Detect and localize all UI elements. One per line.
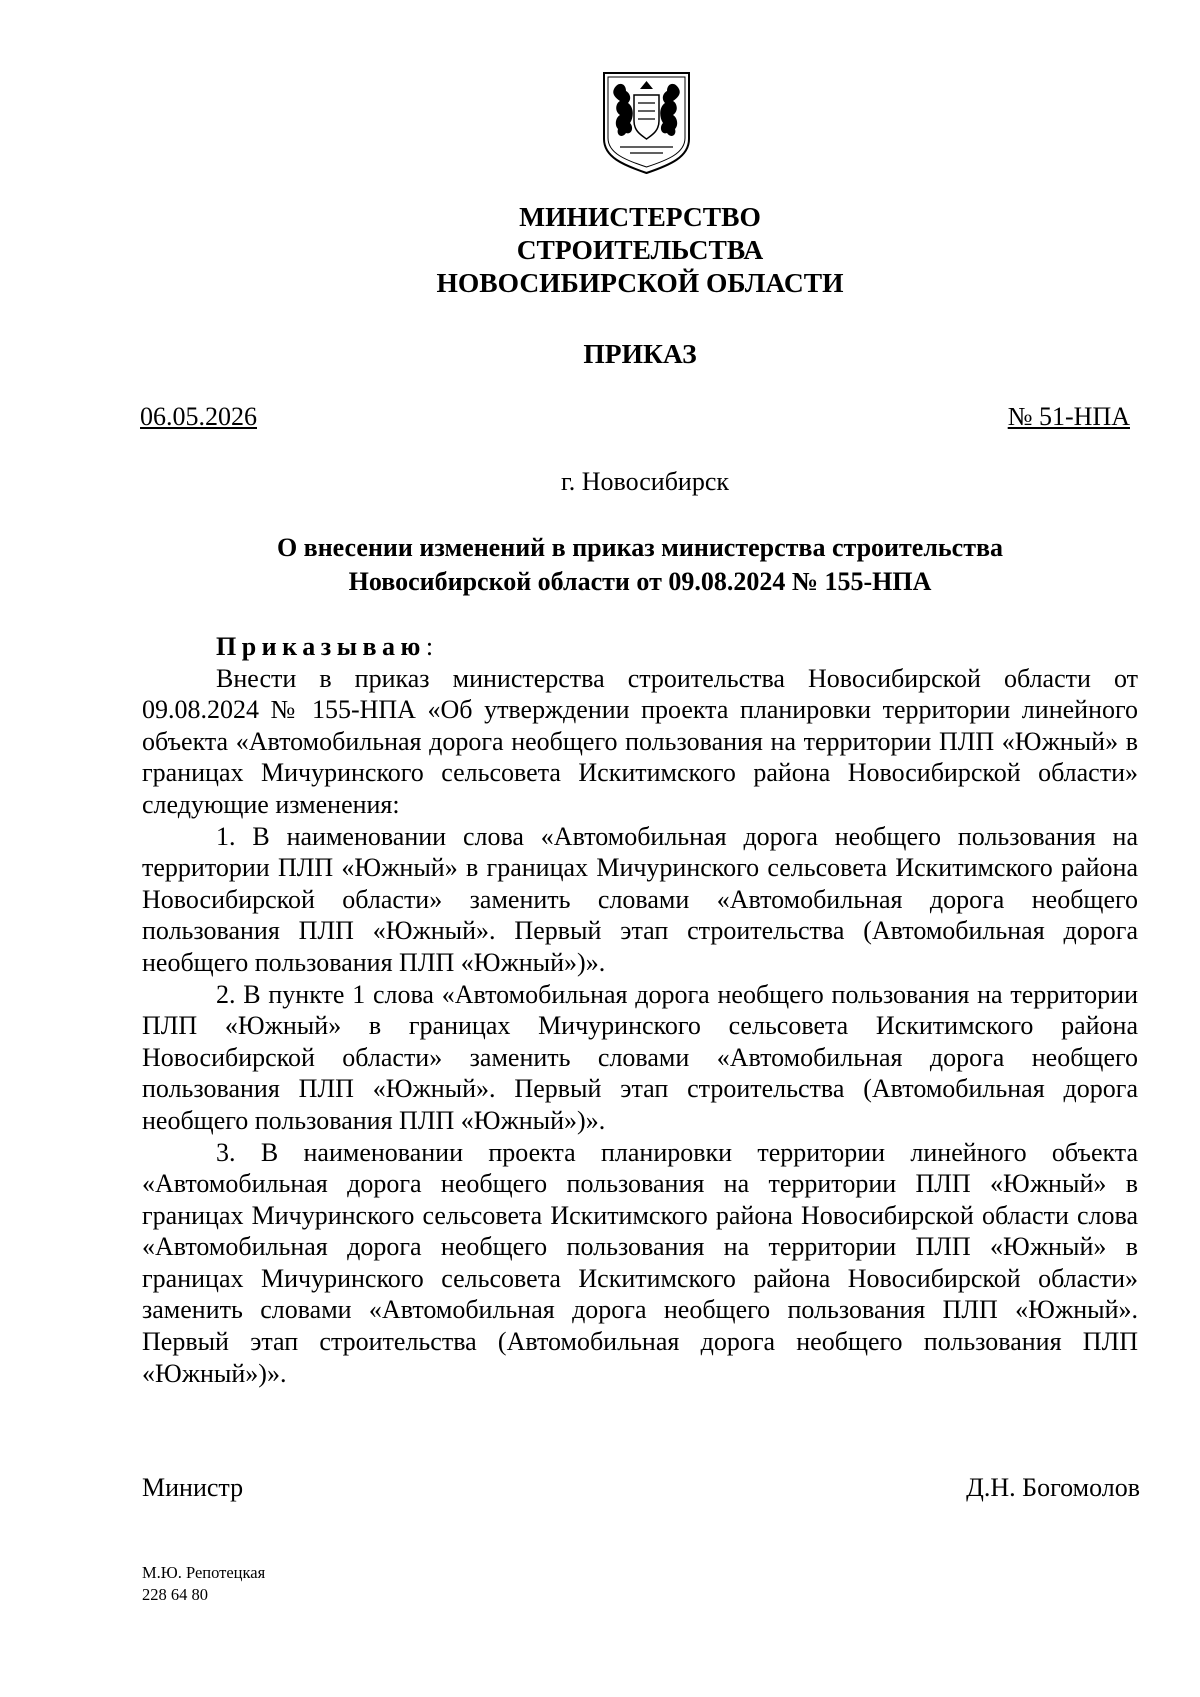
document-type: ПРИКАЗ: [583, 338, 697, 369]
order-word: Приказываю: [216, 632, 426, 661]
amendment-item-3: 3. В наименовании проекта планировки территории линейного объекта «Автомобильная дорога необщего пользования на территории ПЛП «Южный» в границах Мичуринского сельсовета Искитимского района Новосибирской области слова «Автомобильная дорога необщего пользования на территории ПЛП «Южный» в границах Мичуринского сельсовета Искитимского района Новосибирской области» заменить словами «Автомобильная дорога необщего пользования ПЛП «Южный». Первый этап строительства (Автомобильная дорога необщего пользования ПЛП «Южный»)».: [142, 1137, 1138, 1388]
coat-of-arms-icon: [600, 69, 693, 177]
executor-phone: 228 64 80: [142, 1585, 208, 1604]
ministry-heading: [0, 200, 1200, 299]
order-date: 06.05.2026: [140, 402, 257, 431]
ministry-line-3: НОВОСИБИРСКОЙ ОБЛАСТИ: [436, 267, 844, 298]
subject-line-2: Новосибирской области от 09.08.2024 № 155-НПА: [348, 567, 932, 596]
executor-info: [142, 1562, 265, 1606]
order-clause: [142, 631, 1138, 663]
city: г. Новосибирск: [560, 467, 730, 496]
ministry-line-2: СТРОИТЕЛЬСТВА: [516, 234, 764, 265]
signatory-name: Д.Н. Богомолов: [966, 1473, 1140, 1502]
order-colon: :: [425, 632, 434, 661]
signatory-title: Министр: [142, 1473, 244, 1502]
amendment-item-2: 2. В пункте 1 слова «Автомобильная дорога необщего пользования на территории ПЛП «Южный» в границах Мичуринского сельсовета Искитимского района Новосибирской области» заменить словами «Автомобильная дорога необщего пользования ПЛП «Южный». Первый этап строительства (Автомобильная дорога необщего пользования ПЛП «Южный»)».: [142, 979, 1138, 1135]
amendment-item-1: 1. В наименовании слова «Автомобильная дорога необщего пользования на территории ПЛП «Южный» в границах Мичуринского сельсовета Искитимского района Новосибирской области» заменить словами «Автомобильная дорога необщего пользования ПЛП «Южный». Первый этап строительства (Автомобильная дорога необщего пользования ПЛП «Южный»)».: [142, 821, 1138, 977]
subject-line-1: О внесении изменений в приказ министерства строительства: [276, 533, 1004, 562]
document-subject: [140, 531, 1140, 599]
ministry-line-1: МИНИСТЕРСТВО: [519, 201, 761, 232]
intro-paragraph: Внести в приказ министерства строительства Новосибирской области от 09.08.2024 № 155-НПА «Об утверждении проекта планировки территории линейного объекта «Автомобильная дорога необщего пользования на территории ПЛП «Южный» в границах Мичуринского сельсовета Искитимского района Новосибирской области» следующие изменения:: [142, 663, 1138, 819]
document-body: [142, 631, 1138, 1389]
order-number: № 51-НПА: [1007, 402, 1130, 431]
executor-name: М.Ю. Репотецкая: [142, 1563, 266, 1582]
